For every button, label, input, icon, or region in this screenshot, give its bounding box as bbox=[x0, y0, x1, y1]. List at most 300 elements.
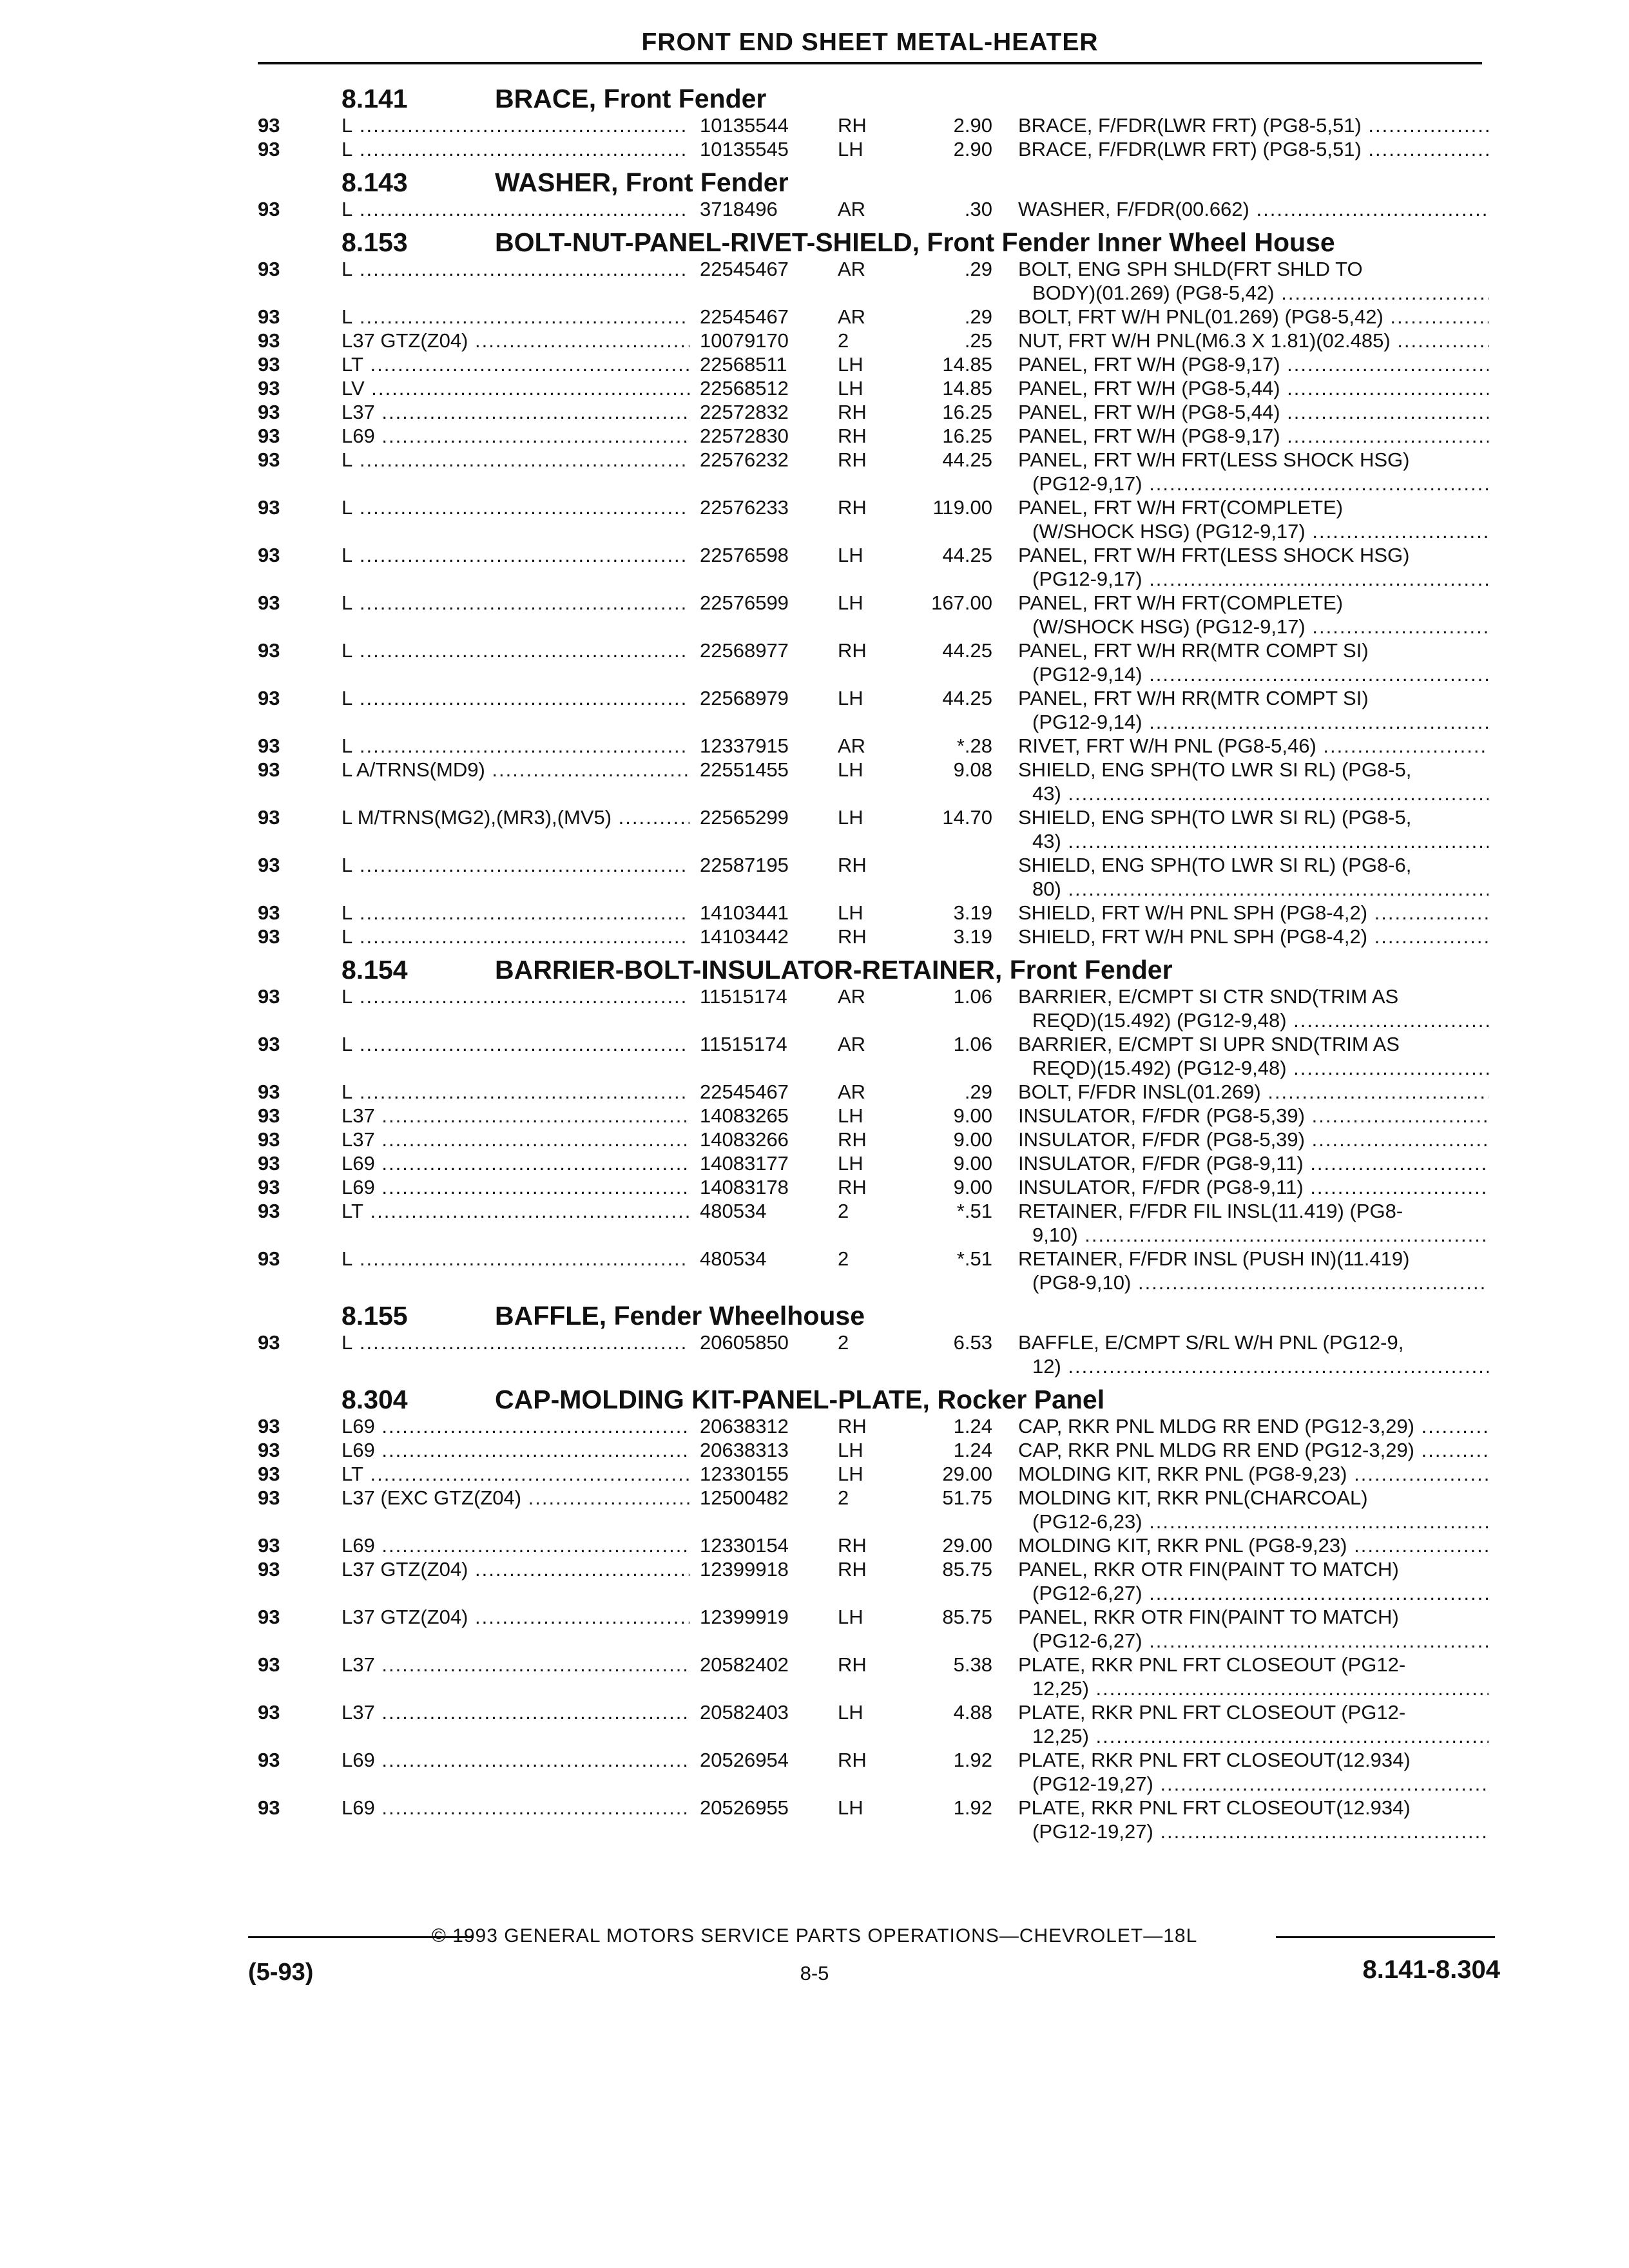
part-row bbox=[0, 305, 1629, 329]
quantity-side: 2 bbox=[838, 329, 849, 352]
description-line: 9,10) ..... bbox=[1018, 1223, 1489, 1247]
part-description bbox=[1018, 257, 1489, 305]
catalog-section bbox=[0, 77, 1629, 161]
part-number: 22565299 bbox=[696, 805, 789, 829]
price: .29 bbox=[964, 1081, 992, 1103]
part-row bbox=[0, 352, 1629, 376]
price: .30 bbox=[964, 198, 992, 220]
model-year: 93 bbox=[258, 329, 280, 352]
price: 5.38 bbox=[953, 1653, 992, 1676]
part-number: 22568977 bbox=[696, 639, 789, 662]
description-line: BOLT, ENG SPH SHLD(FRT SHLD TO bbox=[1018, 258, 1363, 280]
model-year: 93 bbox=[258, 496, 280, 519]
model-code: L ..... bbox=[342, 591, 689, 615]
model-year: 93 bbox=[258, 1128, 280, 1151]
part-row bbox=[0, 197, 1629, 221]
part-row bbox=[0, 925, 1629, 948]
model-code: L69 ..... bbox=[342, 1151, 689, 1175]
model-year: 93 bbox=[258, 1439, 280, 1461]
description-line: MOLDING KIT, RKR PNL (PG8-9,23) ..... bbox=[1018, 1533, 1489, 1557]
model-code: L ..... bbox=[342, 495, 689, 519]
model-year: 93 bbox=[258, 925, 280, 948]
part-description bbox=[1018, 758, 1489, 805]
model-code: LT ..... bbox=[342, 352, 689, 376]
part-row bbox=[0, 1796, 1629, 1843]
model-code: L37 GTZ(Z04) ..... bbox=[342, 1557, 689, 1581]
price: 14.70 bbox=[942, 806, 992, 829]
model-code: L37 ..... bbox=[342, 1104, 689, 1128]
description-line: BRACE, F/FDR(LWR FRT) (PG8-5,51) ..... bbox=[1018, 113, 1489, 137]
part-description bbox=[1018, 400, 1489, 424]
part-description bbox=[1018, 686, 1489, 734]
part-number: 10079170 bbox=[696, 329, 789, 352]
model-code: L ..... bbox=[342, 197, 689, 221]
quantity-side: RH bbox=[838, 401, 867, 423]
part-row bbox=[0, 1700, 1629, 1748]
part-row bbox=[0, 448, 1629, 495]
part-number: 22576233 bbox=[696, 495, 789, 519]
part-description bbox=[1018, 1486, 1489, 1533]
model-code: L ..... bbox=[342, 925, 689, 948]
price: 3.19 bbox=[953, 901, 992, 924]
price: 51.75 bbox=[942, 1486, 992, 1509]
price: 29.00 bbox=[942, 1534, 992, 1557]
section-number: 8.143 bbox=[342, 168, 408, 197]
model-code: L ..... bbox=[342, 1331, 689, 1354]
model-year: 93 bbox=[258, 985, 280, 1008]
part-description bbox=[1018, 1438, 1489, 1462]
price: 9.00 bbox=[953, 1176, 992, 1198]
part-number: 12330155 bbox=[696, 1462, 789, 1486]
model-year: 93 bbox=[258, 1701, 280, 1724]
part-description bbox=[1018, 1414, 1489, 1438]
part-row bbox=[0, 805, 1629, 853]
section-number: 8.154 bbox=[342, 955, 408, 985]
description-line: PANEL, RKR OTR FIN(PAINT TO MATCH) bbox=[1018, 1558, 1399, 1581]
description-line: INSULATOR, F/FDR (PG8-9,11) ..... bbox=[1018, 1151, 1489, 1175]
part-number: 12399919 bbox=[696, 1605, 789, 1629]
model-code: L ..... bbox=[342, 305, 689, 329]
price: 85.75 bbox=[942, 1558, 992, 1581]
part-number: 11515174 bbox=[696, 985, 787, 1008]
description-line: SHIELD, ENG SPH(TO LWR SI RL) (PG8-5, bbox=[1018, 806, 1412, 829]
description-line: (PG12-9,17) ..... bbox=[1018, 472, 1489, 495]
part-number: 22568512 bbox=[696, 376, 789, 400]
part-row bbox=[0, 1653, 1629, 1700]
quantity-side: RH bbox=[838, 1128, 867, 1151]
section-title: BAFFLE, Fender Wheelhouse bbox=[495, 1301, 865, 1331]
part-number: 22568511 bbox=[696, 352, 787, 376]
quantity-side: RH bbox=[838, 854, 867, 876]
part-row bbox=[0, 376, 1629, 400]
part-row bbox=[0, 543, 1629, 591]
model-code: L ..... bbox=[342, 137, 689, 161]
model-year: 93 bbox=[258, 901, 280, 924]
quantity-side: AR bbox=[838, 985, 866, 1008]
part-number: 14083177 bbox=[696, 1151, 789, 1175]
model-code: L ..... bbox=[342, 113, 689, 137]
quantity-side: 2 bbox=[838, 1200, 849, 1222]
quantity-side: AR bbox=[838, 258, 866, 280]
quantity-side: AR bbox=[838, 1033, 866, 1055]
part-row bbox=[0, 495, 1629, 543]
section-number: 8.304 bbox=[342, 1385, 408, 1414]
price: .29 bbox=[964, 258, 992, 280]
model-year: 93 bbox=[258, 758, 280, 781]
part-description bbox=[1018, 1104, 1489, 1128]
part-row bbox=[0, 901, 1629, 925]
quantity-side: RH bbox=[838, 1749, 867, 1771]
quantity-side: RH bbox=[838, 639, 867, 662]
quantity-side: LH bbox=[838, 901, 863, 924]
part-number: 20638313 bbox=[696, 1438, 789, 1462]
model-year: 93 bbox=[258, 687, 280, 709]
description-line: PANEL, FRT W/H (PG8-9,17) ..... bbox=[1018, 352, 1489, 376]
part-description bbox=[1018, 424, 1489, 448]
part-number: 22545467 bbox=[696, 257, 789, 281]
price: 3.19 bbox=[953, 925, 992, 948]
description-line: PANEL, FRT W/H (PG8-5,44) ..... bbox=[1018, 400, 1489, 424]
description-line: INSULATOR, F/FDR (PG8-5,39) ..... bbox=[1018, 1104, 1489, 1128]
price: 1.24 bbox=[953, 1439, 992, 1461]
price: 85.75 bbox=[942, 1606, 992, 1628]
part-row bbox=[0, 1557, 1629, 1605]
price: 44.25 bbox=[942, 687, 992, 709]
description-line: (W/SHOCK HSG) (PG12-9,17) ..... bbox=[1018, 519, 1489, 543]
description-line: 80) ..... bbox=[1018, 877, 1489, 901]
section-header bbox=[0, 1378, 1629, 1414]
quantity-side: LH bbox=[838, 1439, 863, 1461]
section-header bbox=[0, 77, 1629, 113]
part-description bbox=[1018, 305, 1489, 329]
price: 16.25 bbox=[942, 401, 992, 423]
footer-date: (5-93) bbox=[248, 1959, 314, 1986]
part-row bbox=[0, 639, 1629, 686]
model-code: L ..... bbox=[342, 1080, 689, 1104]
part-row bbox=[0, 686, 1629, 734]
price: *.51 bbox=[956, 1200, 992, 1222]
part-description bbox=[1018, 1653, 1489, 1700]
part-number: 480534 bbox=[696, 1247, 766, 1271]
model-code: L ..... bbox=[342, 1032, 689, 1056]
part-row bbox=[0, 1104, 1629, 1128]
description-line: (PG12-19,27) ..... bbox=[1018, 1820, 1489, 1843]
price: 44.25 bbox=[942, 639, 992, 662]
part-description bbox=[1018, 1462, 1489, 1486]
model-year: 93 bbox=[258, 735, 280, 757]
description-line: PANEL, FRT W/H FRT(LESS SHOCK HSG) bbox=[1018, 544, 1410, 566]
description-line: (PG12-6,23) ..... bbox=[1018, 1510, 1489, 1533]
description-line: SHIELD, ENG SPH(TO LWR SI RL) (PG8-5, bbox=[1018, 758, 1412, 781]
part-description bbox=[1018, 1128, 1489, 1151]
model-code: L37 ..... bbox=[342, 1653, 689, 1677]
part-description bbox=[1018, 376, 1489, 400]
quantity-side: RH bbox=[838, 1653, 867, 1676]
price: 29.00 bbox=[942, 1463, 992, 1485]
model-code: L69 ..... bbox=[342, 1533, 689, 1557]
description-line: 12) ..... bbox=[1018, 1354, 1489, 1378]
model-code: L37 (EXC GTZ(Z04) ..... bbox=[342, 1486, 689, 1510]
description-line: PLATE, RKR PNL FRT CLOSEOUT (PG12- bbox=[1018, 1653, 1406, 1676]
price: 9.00 bbox=[953, 1128, 992, 1151]
part-description bbox=[1018, 1032, 1489, 1080]
description-line: MOLDING KIT, RKR PNL (PG8-9,23) ..... bbox=[1018, 1462, 1489, 1486]
model-code: LV ..... bbox=[342, 376, 689, 400]
quantity-side: LH bbox=[838, 806, 863, 829]
quantity-side: LH bbox=[838, 1152, 863, 1175]
part-row bbox=[0, 1533, 1629, 1557]
description-line: REQD)(15.492) (PG12-9,48) ..... bbox=[1018, 1008, 1489, 1032]
part-description bbox=[1018, 1748, 1489, 1796]
model-year: 93 bbox=[258, 1606, 280, 1628]
quantity-side: RH bbox=[838, 114, 867, 137]
model-code: LT ..... bbox=[342, 1462, 689, 1486]
part-description bbox=[1018, 985, 1489, 1032]
part-description bbox=[1018, 1605, 1489, 1653]
title-rule bbox=[258, 62, 1482, 64]
quantity-side: LH bbox=[838, 1701, 863, 1724]
part-row bbox=[0, 1199, 1629, 1247]
quantity-side: LH bbox=[838, 591, 863, 614]
part-row bbox=[0, 400, 1629, 424]
part-number: 22551455 bbox=[696, 758, 789, 782]
quantity-side: LH bbox=[838, 687, 863, 709]
part-row bbox=[0, 1175, 1629, 1199]
part-description bbox=[1018, 639, 1489, 686]
model-code: L69 ..... bbox=[342, 1748, 689, 1772]
model-code: L37 ..... bbox=[342, 1128, 689, 1151]
model-year: 93 bbox=[258, 198, 280, 220]
part-description bbox=[1018, 1796, 1489, 1843]
description-line: NUT, FRT W/H PNL(M6.3 X 1.81)(02.485) ..... bbox=[1018, 329, 1489, 352]
description-line: (W/SHOCK HSG) (PG12-9,17) ..... bbox=[1018, 615, 1489, 639]
section-number: 8.155 bbox=[342, 1301, 408, 1331]
description-line: SHIELD, FRT W/H PNL SPH (PG8-4,2) ..... bbox=[1018, 925, 1489, 948]
quantity-side: AR bbox=[838, 1081, 866, 1103]
part-row bbox=[0, 257, 1629, 305]
model-year: 93 bbox=[258, 544, 280, 566]
catalog-section bbox=[0, 161, 1629, 221]
description-line: BOLT, F/FDR INSL(01.269) ..... bbox=[1018, 1080, 1489, 1104]
price: 16.25 bbox=[942, 425, 992, 447]
part-description bbox=[1018, 1533, 1489, 1557]
model-year: 93 bbox=[258, 1796, 280, 1819]
description-line: (PG12-6,27) ..... bbox=[1018, 1629, 1489, 1653]
model-year: 93 bbox=[258, 1200, 280, 1222]
part-row bbox=[0, 1247, 1629, 1294]
section-header bbox=[0, 948, 1629, 985]
price: 44.25 bbox=[942, 448, 992, 471]
footer-copyright: © 1993 GENERAL MOTORS SERVICE PARTS OPERATIONS—CHEVROLET—18L bbox=[431, 1925, 1198, 1946]
quantity-side: RH bbox=[838, 425, 867, 447]
part-description bbox=[1018, 1247, 1489, 1294]
part-description bbox=[1018, 1557, 1489, 1605]
model-year: 93 bbox=[258, 1104, 280, 1127]
model-year: 93 bbox=[258, 114, 280, 137]
description-line: (PG12-9,17) ..... bbox=[1018, 567, 1489, 591]
price: 1.92 bbox=[953, 1796, 992, 1819]
description-line: BAFFLE, E/CMPT S/RL W/H PNL (PG12-9, bbox=[1018, 1331, 1404, 1354]
price: .29 bbox=[964, 305, 992, 328]
part-row bbox=[0, 1438, 1629, 1462]
part-number: 22545467 bbox=[696, 305, 789, 329]
model-year: 93 bbox=[258, 1534, 280, 1557]
quantity-side: LH bbox=[838, 377, 863, 399]
part-row bbox=[0, 1080, 1629, 1104]
quantity-side: RH bbox=[838, 1415, 867, 1437]
catalog-section bbox=[0, 221, 1629, 948]
part-number: 20605850 bbox=[696, 1331, 789, 1354]
part-number: 22572830 bbox=[696, 424, 789, 448]
quantity-side: AR bbox=[838, 305, 866, 328]
part-number: 10135545 bbox=[696, 137, 789, 161]
part-number: 14103442 bbox=[696, 925, 789, 948]
part-number: 20526955 bbox=[696, 1796, 789, 1820]
part-row bbox=[0, 985, 1629, 1032]
description-line: RETAINER, F/FDR INSL (PUSH IN)(11.419) bbox=[1018, 1247, 1410, 1270]
description-line: INSULATOR, F/FDR (PG8-9,11) ..... bbox=[1018, 1175, 1489, 1199]
description-line: BARRIER, E/CMPT SI UPR SND(TRIM AS bbox=[1018, 1033, 1400, 1055]
price: *.28 bbox=[956, 735, 992, 757]
model-code: L69 ..... bbox=[342, 424, 689, 448]
quantity-side: LH bbox=[838, 758, 863, 781]
part-description bbox=[1018, 543, 1489, 591]
part-row bbox=[0, 1605, 1629, 1653]
part-number: 3718496 bbox=[696, 197, 778, 221]
part-description bbox=[1018, 137, 1489, 161]
description-line: SHIELD, FRT W/H PNL SPH (PG8-4,2) ..... bbox=[1018, 901, 1489, 925]
part-description bbox=[1018, 352, 1489, 376]
description-line: (PG12-9,14) ..... bbox=[1018, 662, 1489, 686]
model-code: L37 GTZ(Z04) ..... bbox=[342, 329, 689, 352]
part-number: 12500482 bbox=[696, 1486, 789, 1510]
price: 9.00 bbox=[953, 1152, 992, 1175]
catalog-section bbox=[0, 1378, 1629, 1843]
section-number: 8.141 bbox=[342, 84, 408, 113]
part-description bbox=[1018, 1331, 1489, 1378]
part-number: 22576599 bbox=[696, 591, 789, 615]
part-row bbox=[0, 137, 1629, 161]
part-description bbox=[1018, 591, 1489, 639]
part-description bbox=[1018, 329, 1489, 352]
model-year: 93 bbox=[258, 425, 280, 447]
quantity-side: 2 bbox=[838, 1486, 849, 1509]
description-line: PANEL, FRT W/H FRT(COMPLETE) bbox=[1018, 496, 1344, 519]
quantity-side: 2 bbox=[838, 1247, 849, 1270]
description-line: CAP, RKR PNL MLDG RR END (PG12-3,29) ..... bbox=[1018, 1414, 1489, 1438]
quantity-side: AR bbox=[838, 735, 866, 757]
model-code: L37 GTZ(Z04) ..... bbox=[342, 1605, 689, 1629]
quantity-side: RH bbox=[838, 1558, 867, 1581]
model-year: 93 bbox=[258, 258, 280, 280]
description-line: PANEL, RKR OTR FIN(PAINT TO MATCH) bbox=[1018, 1606, 1399, 1628]
model-code: L ..... bbox=[342, 1247, 689, 1271]
model-year: 93 bbox=[258, 1176, 280, 1198]
description-line: SHIELD, ENG SPH(TO LWR SI RL) (PG8-6, bbox=[1018, 854, 1412, 876]
section-header bbox=[0, 161, 1629, 197]
quantity-side: LH bbox=[838, 353, 863, 376]
price: 14.85 bbox=[942, 377, 992, 399]
part-row bbox=[0, 1151, 1629, 1175]
price: 1.06 bbox=[953, 1033, 992, 1055]
model-code: L37 ..... bbox=[342, 1700, 689, 1724]
part-row bbox=[0, 113, 1629, 137]
part-description bbox=[1018, 1080, 1489, 1104]
model-code: L ..... bbox=[342, 448, 689, 472]
part-number: 20526954 bbox=[696, 1748, 789, 1772]
part-number: 14083266 bbox=[696, 1128, 789, 1151]
model-year: 93 bbox=[258, 353, 280, 376]
model-year: 93 bbox=[258, 1463, 280, 1485]
model-year: 93 bbox=[258, 1152, 280, 1175]
part-description bbox=[1018, 853, 1489, 901]
model-code: L A/TRNS(MD9) ..... bbox=[342, 758, 689, 782]
model-year: 93 bbox=[258, 138, 280, 160]
description-line: BOLT, FRT W/H PNL(01.269) (PG8-5,42) ..... bbox=[1018, 305, 1489, 329]
part-row bbox=[0, 329, 1629, 352]
part-number: 22587195 bbox=[696, 853, 789, 877]
description-line: PANEL, FRT W/H RR(MTR COMPT SI) bbox=[1018, 639, 1369, 662]
part-row bbox=[0, 1486, 1629, 1533]
model-year: 93 bbox=[258, 1331, 280, 1354]
quantity-side: LH bbox=[838, 138, 863, 160]
model-code: L69 ..... bbox=[342, 1796, 689, 1820]
section-header bbox=[0, 221, 1629, 257]
description-line: 43) ..... bbox=[1018, 782, 1489, 805]
description-line: RIVET, FRT W/H PNL (PG8-5,46) ..... bbox=[1018, 734, 1489, 758]
section-title: BARRIER-BOLT-INSULATOR-RETAINER, Front Fender bbox=[495, 955, 1173, 985]
model-year: 93 bbox=[258, 1653, 280, 1676]
description-line: PANEL, FRT W/H FRT(COMPLETE) bbox=[1018, 591, 1344, 614]
part-row bbox=[0, 758, 1629, 805]
model-code: L69 ..... bbox=[342, 1175, 689, 1199]
price: 9.00 bbox=[953, 1104, 992, 1127]
description-line: 43) ..... bbox=[1018, 829, 1489, 853]
section-title: BRACE, Front Fender bbox=[495, 84, 767, 113]
price: 1.24 bbox=[953, 1415, 992, 1437]
model-code: LT ..... bbox=[342, 1199, 689, 1223]
description-line: (PG12-19,27) ..... bbox=[1018, 1772, 1489, 1796]
part-row bbox=[0, 1462, 1629, 1486]
section-title: WASHER, Front Fender bbox=[495, 168, 789, 197]
part-description bbox=[1018, 1151, 1489, 1175]
price: 6.53 bbox=[953, 1331, 992, 1354]
price: .25 bbox=[964, 329, 992, 352]
quantity-side: RH bbox=[838, 496, 867, 519]
footer-section-range: 8.141-8.304 bbox=[1362, 1956, 1500, 1984]
part-number: 12330154 bbox=[696, 1533, 789, 1557]
part-number: 480534 bbox=[696, 1199, 766, 1223]
price: 2.90 bbox=[953, 138, 992, 160]
price: *.51 bbox=[956, 1247, 992, 1270]
description-line: 12,25) ..... bbox=[1018, 1677, 1489, 1700]
price: 14.85 bbox=[942, 353, 992, 376]
section-number: 8.153 bbox=[342, 227, 408, 257]
part-row bbox=[0, 1748, 1629, 1796]
part-number: 22576232 bbox=[696, 448, 789, 472]
quantity-side: LH bbox=[838, 1104, 863, 1127]
part-number: 11515174 bbox=[696, 1032, 787, 1056]
description-line: (PG8-9,10) ..... bbox=[1018, 1271, 1489, 1294]
price: 1.06 bbox=[953, 985, 992, 1008]
model-code: L ..... bbox=[342, 543, 689, 567]
part-number: 22572832 bbox=[696, 400, 789, 424]
model-year: 93 bbox=[258, 1486, 280, 1509]
description-line: INSULATOR, F/FDR (PG8-5,39) ..... bbox=[1018, 1128, 1489, 1151]
part-number: 12399918 bbox=[696, 1557, 789, 1581]
part-number: 12337915 bbox=[696, 734, 789, 758]
part-description bbox=[1018, 113, 1489, 137]
